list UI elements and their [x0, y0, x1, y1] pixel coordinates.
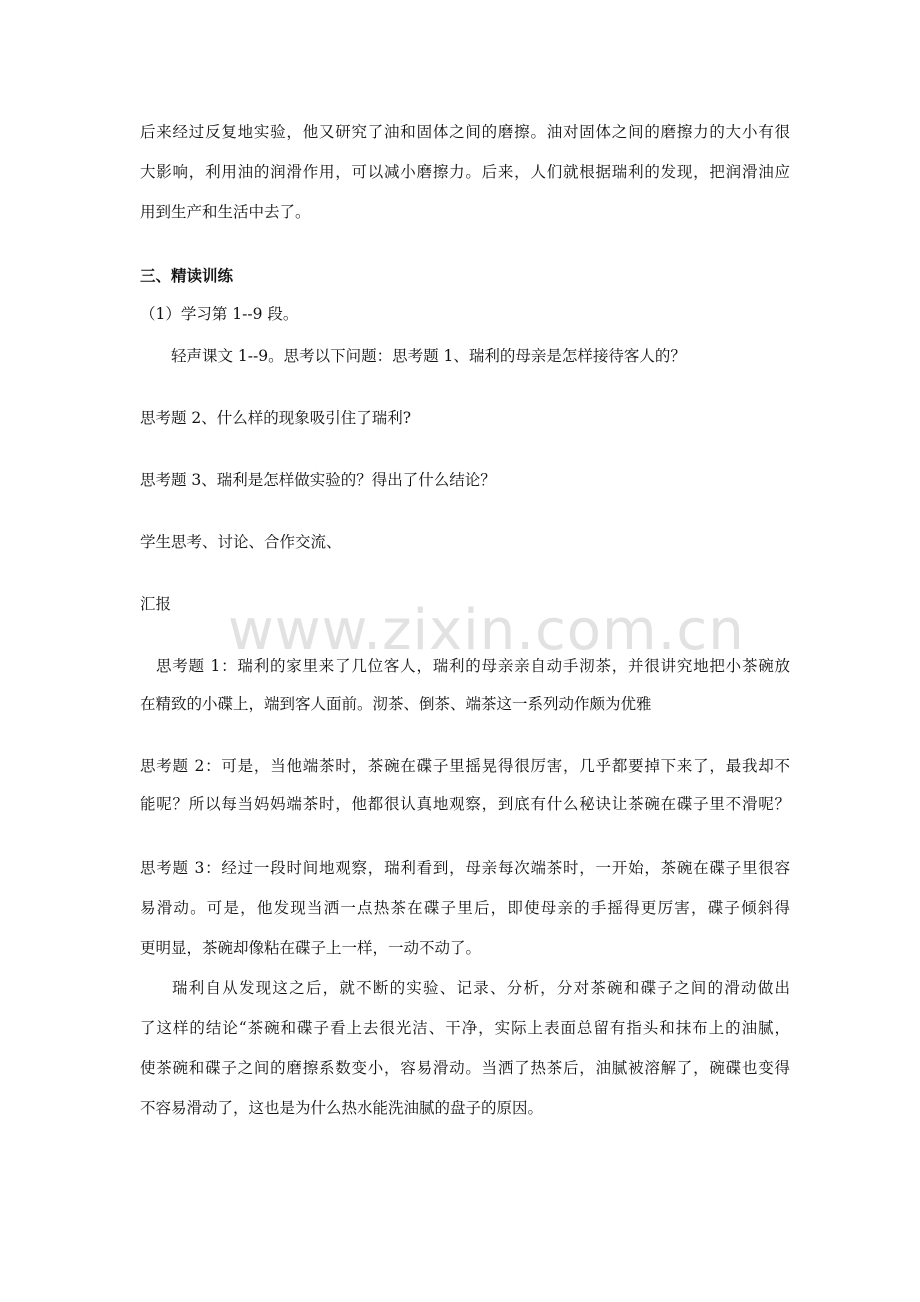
report-label: 汇报 — [140, 595, 172, 613]
answer-2-line-1: 思考题 2：可是，当他端茶时，茶碗在碟子里摇晃得很厉害，几乎都要掉下来了，最我却不 — [140, 757, 790, 775]
section-heading: 三、精读训练 — [140, 267, 234, 285]
answer-3-line-1: 思考题 3：经过一段时间地观察，瑞利看到，母亲每次端茶时，一开始，茶碗在碟子里很容 — [140, 859, 790, 877]
answer-1-line-1: 思考题 1：瑞利的家里来了几位客人，瑞利的母亲亲自动手沏茶，并很讲究地把小茶碗放 — [156, 657, 790, 675]
intro-line-3: 用到生产和生活中去了。 — [140, 203, 311, 221]
answer-3-line-3: 更明显，茶碗却像粘在碟子上一样，一动不动了。 — [140, 939, 482, 957]
intro-line-1: 后来经过反复地实验，他又研究了油和固体之间的磨擦。油对固体之间的磨擦力的大小有很 — [140, 123, 790, 141]
watermark: www.zixin.com.cn — [228, 598, 745, 663]
reading-instruction: 轻声课文 1--9。思考以下问题：思考题 1、瑞利的母亲是怎样接待客人的？ — [171, 347, 686, 365]
conclusion-line-4: 不容易滑动了，这也是为什么热水能洗油腻的盘子的原因。 — [140, 1099, 544, 1117]
activity-text: 学生思考、讨论、合作交流、 — [140, 533, 342, 551]
conclusion-line-3: 使茶碗和碟子之间的磨擦系数变小，容易滑动。当洒了热茶后，油腻被溶解了，碗碟也变得 — [140, 1059, 790, 1077]
intro-line-2: 大影响，利用油的润滑作用，可以减小磨擦力。后来，人们就根据瑞利的发现，把润滑油应 — [140, 163, 790, 181]
answer-1-line-2: 在精致的小碟上，端到客人面前。沏茶、倒茶、端茶这一系列动作颇为优雅 — [140, 695, 652, 713]
question-2: 思考题 2、什么样的现象吸引住了瑞利? — [140, 409, 412, 427]
answer-3-line-2: 易滑动。可是，他发现当洒一点热茶在碟子里后，即使母亲的手摇得更厉害，碟子倾斜得 — [140, 899, 790, 917]
question-3: 思考题 3、瑞利是怎样做实验的？得出了什么结论？ — [140, 471, 496, 489]
subsection-title: （1）学习第 1--9 段。 — [140, 305, 299, 323]
conclusion-line-1: 瑞利自从发现这之后，就不断的实验、记录、分析，分对茶碗和碟子之间的滑动做出 — [172, 979, 790, 997]
answer-2-line-2: 能呢？所以每当妈妈端茶时，他都很认真地观察，到底有什么秘诀让茶碗在碟子里不滑呢？ — [140, 795, 790, 813]
conclusion-line-2: 了这样的结论“茶碗和碟子看上去很光洁、干净，实际上表面总留有指头和抹布上的油腻， — [140, 1019, 790, 1037]
